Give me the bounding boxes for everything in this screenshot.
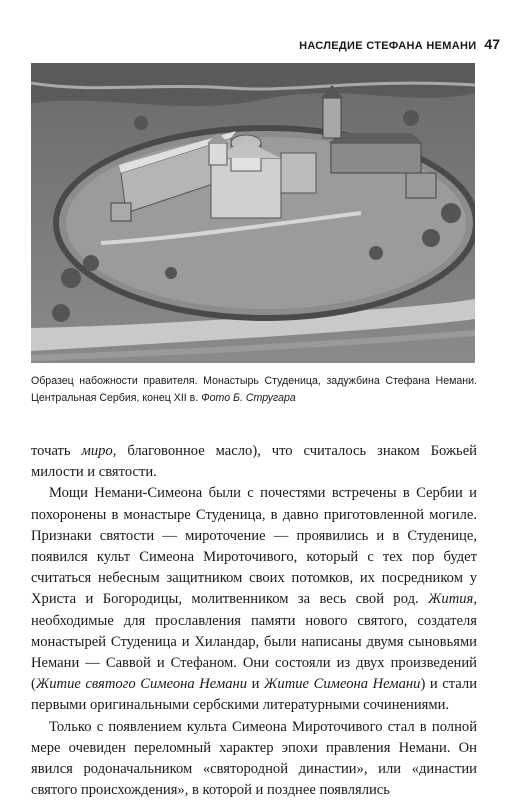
paragraph xyxy=(31,717,477,801)
text-run: Только с появлением культа Симеона Мироточивого стал в полной мере очевиден переломный характер эпохи правления Немани. Он явился родоначальником «святородной династии», или «династии святого происхождения», в которой и позднее появлялись xyxy=(31,718,477,799)
monastery-photo xyxy=(31,63,475,363)
italic-text: Житие Симеона Немани xyxy=(264,676,421,693)
figure-caption xyxy=(31,373,477,407)
text-run: Мощи Немани-Симеона были с почестями встречены в Сербии и похоронены в монастыре Студеница, в давно приготовленной могиле. Признаки святости — мироточение — проявились и в Студенице, появился культ Симеона Мироточивого, который с тех пор будет считаться небесным защитником своих потомков, их посредником у Христа и Богородицы, молитвенником за весь свой род. xyxy=(31,485,477,608)
caption-text: Образец набожности правителя. Монастырь Студеница, задужбина Стефана Немани. Центральная Сербия, конец XII в. xyxy=(31,375,477,404)
page-number: 47 xyxy=(484,36,500,52)
italic-text: Жития xyxy=(428,591,474,608)
italic-text: миро xyxy=(81,443,113,459)
paragraph xyxy=(31,441,477,483)
text-run: , необходимые для прославления памяти нового святого, создателя монастырей Студеница и Хиландар, были написаны двумя сыновьями Немани — Саввой и Стефаном. Они состояли из двух произведений ( xyxy=(31,591,477,693)
photo-credit: Фото Б. Стругара xyxy=(201,392,296,404)
body-text xyxy=(31,441,477,801)
text-run: , благовонное масло), что считалось знаком Божьей милости и святости. xyxy=(31,443,477,481)
running-head xyxy=(30,36,500,54)
paragraph xyxy=(31,483,477,716)
text-run: и xyxy=(247,676,265,693)
italic-text: Житие святого Симеона Немани xyxy=(35,676,248,693)
text-run: ) и стали первыми оригинальными сербскими литературными сочинениями. xyxy=(31,676,478,714)
running-title: НАСЛЕДИЕ СТЕФАНА НЕМАНИ xyxy=(299,40,477,52)
text-run: точать xyxy=(31,443,82,459)
